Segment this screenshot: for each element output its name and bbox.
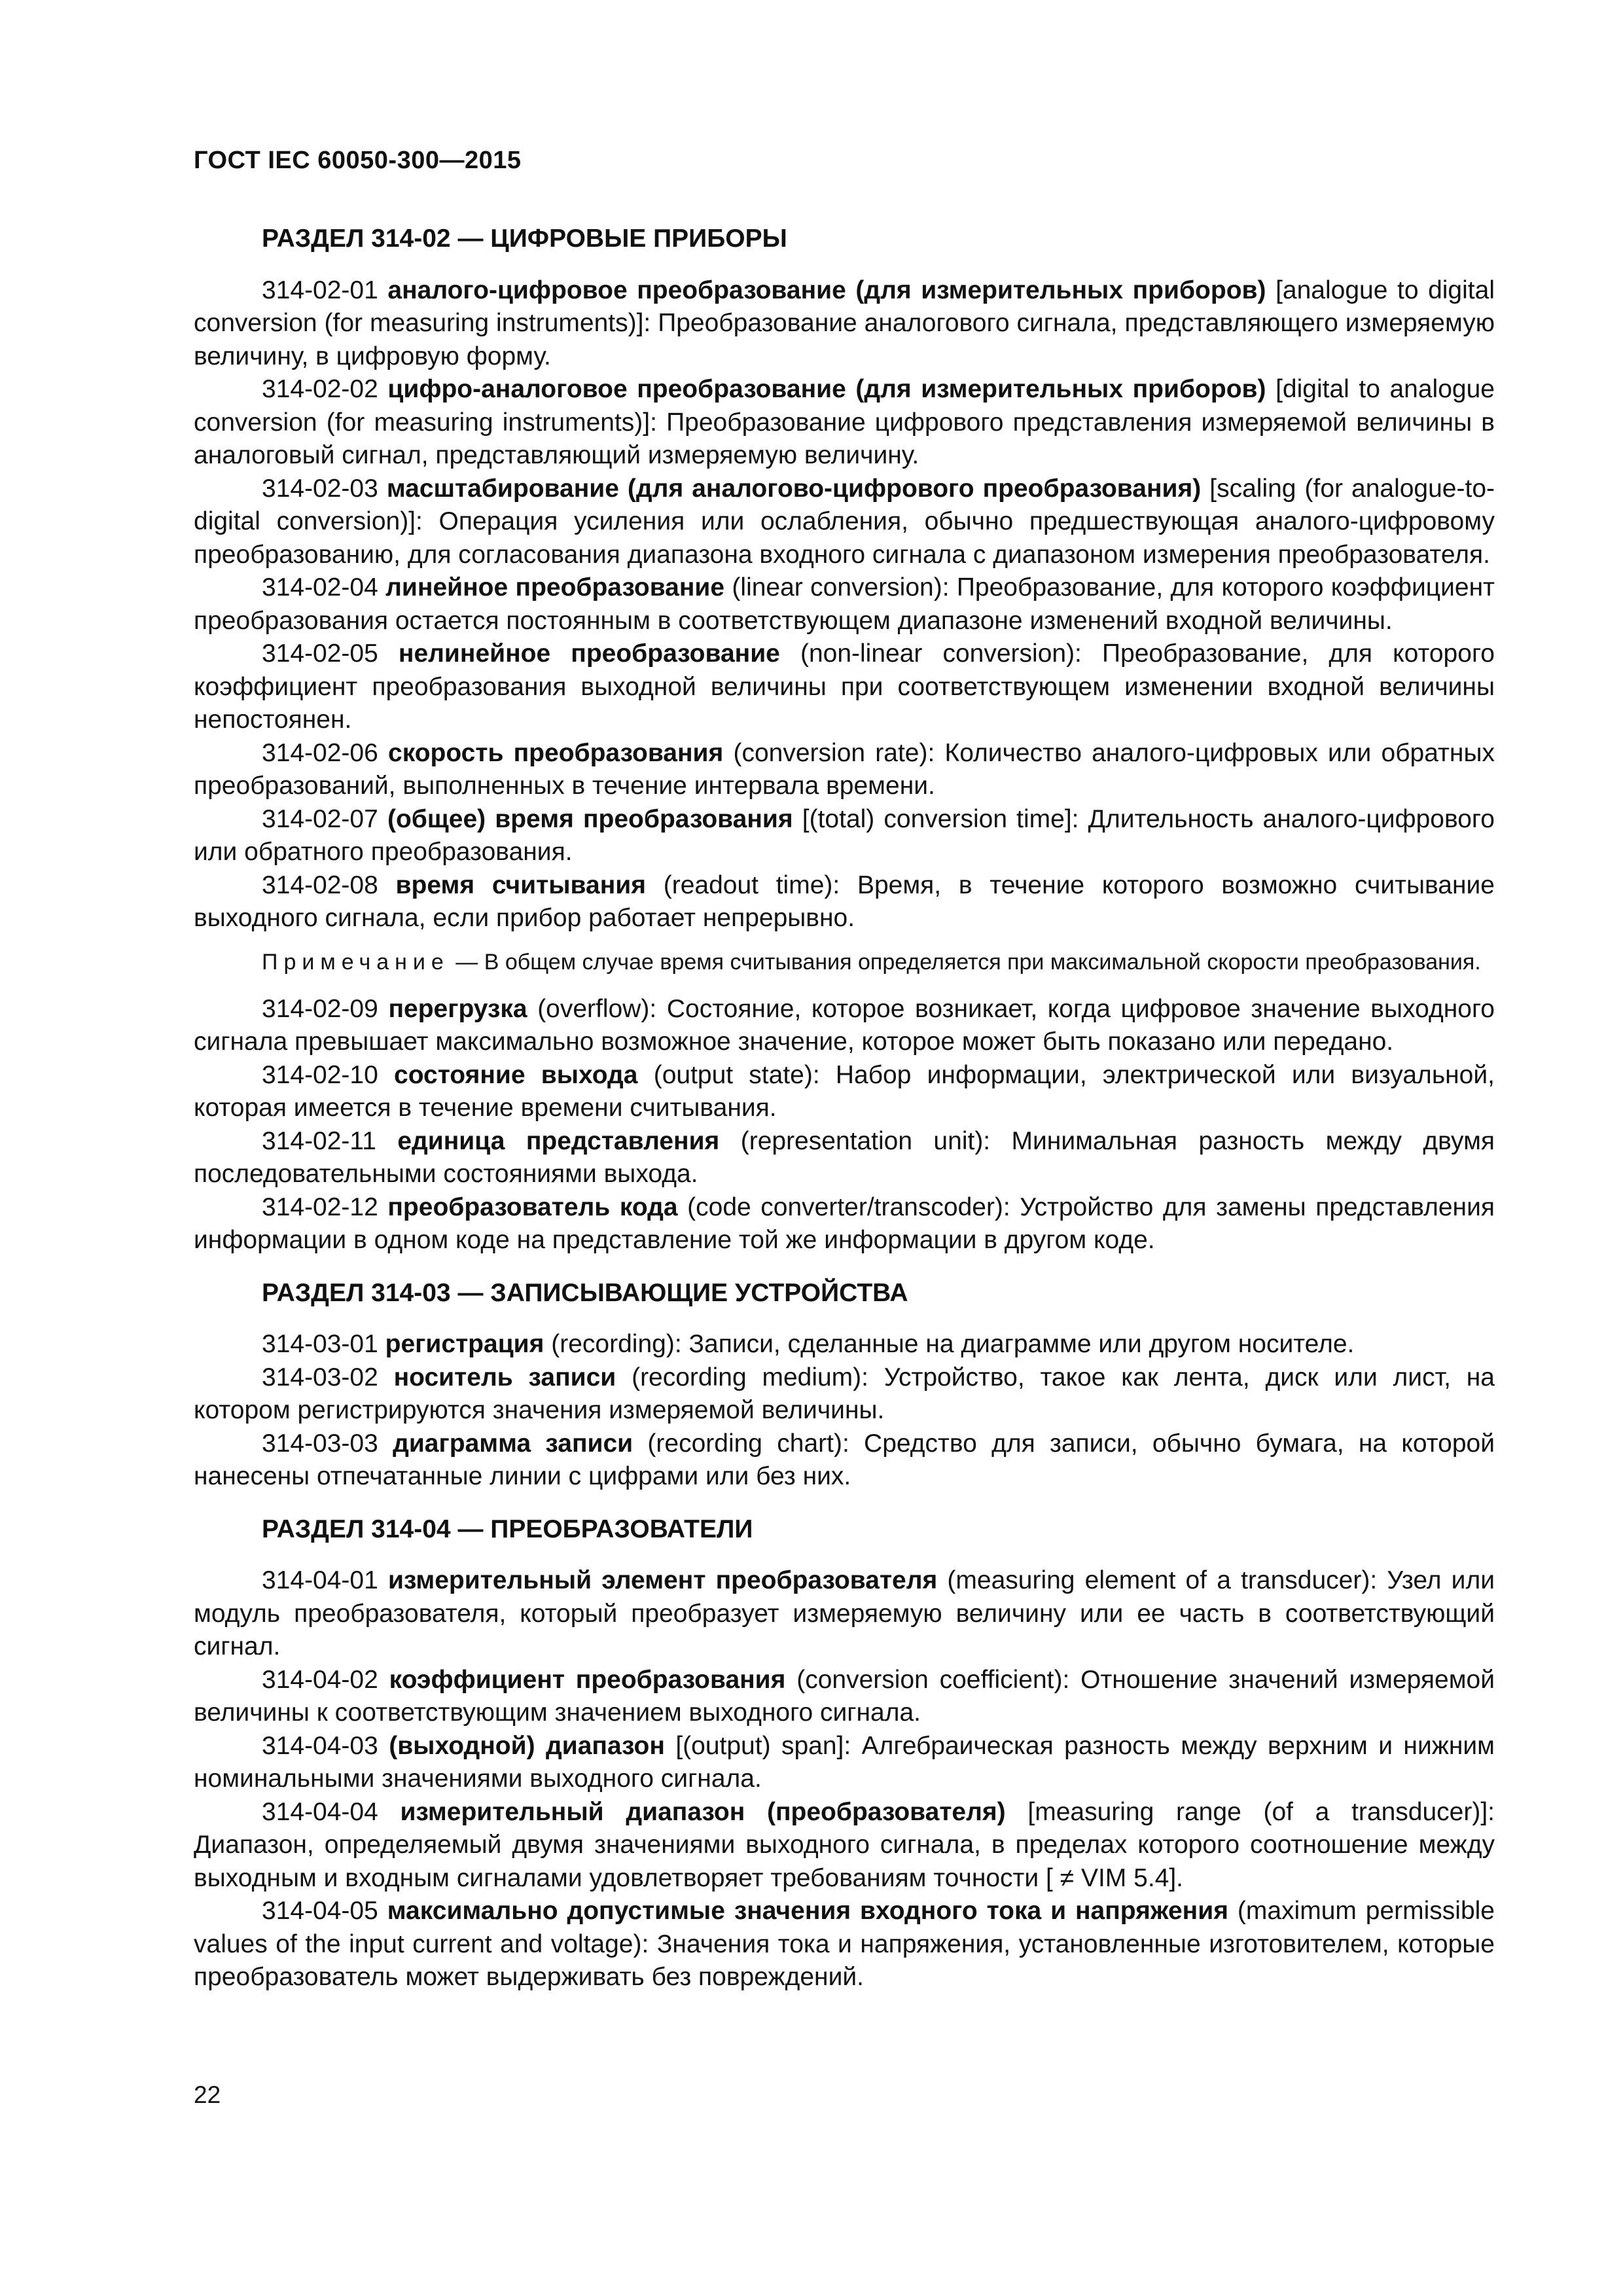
term-code: 314-02-05 [262, 639, 378, 668]
term-code: 314-02-08 [262, 870, 378, 899]
term-name: преобразователь кода [387, 1193, 678, 1221]
term-name: коэффициент преобразования [389, 1665, 786, 1694]
term-entry [194, 1796, 1495, 1895]
term-entry [194, 1895, 1495, 1994]
term-code: 314-02-03 [262, 474, 378, 503]
term-entry [194, 803, 1495, 869]
term-entry [194, 737, 1495, 803]
term-entry [194, 571, 1495, 637]
note-label: Примечание [262, 949, 450, 975]
term-name: регистрация [385, 1330, 544, 1358]
term-name: цифро-аналоговое преобразование (для измерительных приборов) [387, 375, 1266, 403]
section-title: РАЗДЕЛ 314-03 — ЗАПИСЫВАЮЩИЕ УСТРОЙСТВА [262, 1278, 908, 1307]
term-definition: (maximum permissible values of the input current and voltage): Значения тока и напряжения, установленные изготовителем, которые преобразователь может выдерживать без повреждений. [194, 1897, 1495, 1991]
term-code: 314-03-01 [262, 1330, 378, 1358]
term-code: 314-02-12 [262, 1193, 378, 1221]
section-title: РАЗДЕЛ 314-02 — ЦИФРОВЫЕ ПРИБОРЫ [262, 224, 787, 253]
term-definition: (conversion coefficient): Отношение значений измеряемой величины к соответствующим значением выходного сигнала. [194, 1665, 1495, 1727]
term-definition: [measuring range (of a transducer)]: Диапазон, определяемый двумя значениями выходного сигнала, в пределах которого соотношение между выходным и входным сигналами удовлетворяет требованиям точности [ ≠ VIM 5.4]. [194, 1797, 1495, 1892]
term-definition: [analogue to digital conversion (for measuring instruments)]: Преобразование аналогового сигнала, представляющего измеряемую величину, в цифровую форму. [194, 276, 1495, 370]
term-name: измерительный элемент преобразователя [387, 1566, 938, 1594]
term-definition: (recording medium): Устройство, такое как лента, диск или лист, на котором регистрируются значения измеряемой величины. [194, 1363, 1495, 1424]
term-definition: [(output) span]: Алгебраическая разность между верхним и нижним номинальными значениями выходного сигнала. [194, 1731, 1495, 1793]
term-code: 314-02-01 [262, 276, 378, 304]
term-name: линейное преобразование [385, 573, 725, 601]
term-entry [194, 1361, 1495, 1427]
term-entry [194, 1427, 1495, 1494]
term-name: (общее) время преобразования [387, 804, 793, 833]
term-code: 314-04-01 [262, 1566, 378, 1594]
term-entry [194, 1191, 1495, 1257]
term-entry [194, 1328, 1495, 1361]
term-entry [194, 473, 1495, 572]
term-entry [194, 1730, 1495, 1796]
term-definition: [digital to analogue conversion (for measuring instruments)]: Преобразование цифрового представления измеряемой величины в аналоговый сигнал, представляющий измеряемую величину. [194, 375, 1495, 469]
note [194, 947, 1495, 977]
term-definition: (overflow): Состояние, которое возникает, когда цифровое значение выходного сигнала превышает максимально возможное значение, которое может быть показано или передано. [194, 994, 1495, 1056]
term-code: 314-04-05 [262, 1897, 378, 1925]
term-definition: (code converter/transcoder): Устройство для замены представления информации в одном коде на представление той же информации в другом коде. [194, 1193, 1495, 1254]
page-number: 22 [194, 2081, 221, 2108]
standard-designation: ГОСТ IEC 60050-300—2015 [194, 147, 522, 174]
term-name: нелинейное преобразование [398, 639, 780, 668]
term-name: время считывания [395, 870, 646, 899]
term-name: масштабирование (для аналогово-цифрового преобразования) [386, 474, 1202, 503]
term-entry [194, 373, 1495, 473]
term-code: 314-04-03 [262, 1731, 378, 1760]
term-entry [194, 1564, 1495, 1664]
term-code: 314-02-04 [262, 573, 378, 601]
term-code: 314-03-03 [262, 1429, 378, 1458]
term-definition: (non-linear conversion): Преобразование, для которого коэффициент преобразования выходной величины при соответствующем изменении входной величины непостоянен. [194, 639, 1495, 734]
term-name: перегрузка [388, 994, 527, 1023]
term-name: единица представления [397, 1126, 720, 1155]
note-text: — В общем случае время считывания определяется при максимальной скорости преобразования. [455, 949, 1481, 975]
term-definition: (recording): Записи, сделанные на диаграмме или другом носителе. [551, 1330, 1355, 1358]
term-definition: (readout time): Время, в течение которого возможно считывание выходного сигнала, если прибор работает непрерывно. [194, 870, 1495, 932]
term-name: аналого-цифровое преобразование (для измерительных приборов) [387, 276, 1266, 304]
term-definition: (output state): Набор информации, электрической или визуальной, которая имеется в течение времени считывания. [194, 1060, 1495, 1122]
term-code: 314-04-04 [262, 1797, 378, 1826]
term-name: состояние выхода [394, 1060, 638, 1089]
term-code: 314-02-10 [262, 1060, 378, 1089]
document-body [194, 223, 1495, 1994]
term-entry [194, 869, 1495, 935]
term-definition: (measuring element of a transducer): Узел или модуль преобразователя, который преобразует измеряемую величину или ее часть в соответствующий сигнал. [194, 1566, 1495, 1660]
term-entry [194, 637, 1495, 737]
term-code: 314-03-02 [262, 1363, 378, 1391]
term-code: 314-04-02 [262, 1665, 378, 1694]
term-definition: (representation unit): Минимальная разность между двумя последовательными состояниями выхода. [194, 1126, 1495, 1188]
term-name: максимально допустимые значения входного тока и напряжения [387, 1897, 1228, 1925]
term-definition: [(total) conversion time]: Длительность аналого-цифрового или обратного преобразования. [194, 804, 1495, 866]
term-name: скорость преобразования [388, 738, 724, 767]
term-name: измерительный диапазон (преобразователя) [400, 1797, 1006, 1826]
term-definition: (conversion rate): Количество аналого-цифровых или обратных преобразований, выполненных в течение интервала времени. [194, 738, 1495, 800]
term-code: 314-02-06 [262, 738, 378, 767]
term-entry [194, 993, 1495, 1059]
term-definition: [scaling (for analogue-to-digital conversion)]: Операция усиления или ослабления, обычно предшествующая аналого-цифровому преобразованию, для согласования диапазона входного сигнала с диапазоном измерения преобразователя. [194, 474, 1495, 569]
term-name: диаграмма записи [393, 1429, 633, 1458]
term-code: 314-02-02 [262, 375, 378, 403]
term-code: 314-02-09 [262, 994, 378, 1023]
term-definition: (linear conversion): Преобразование, для которого коэффициент преобразования остается постоянным в соответствующем диапазоне изменений входной величины. [194, 573, 1495, 635]
term-name: (выходной) диапазон [389, 1731, 665, 1760]
term-entry [194, 1125, 1495, 1191]
term-name: носитель записи [393, 1363, 616, 1391]
term-definition: (recording chart): Средство для записи, обычно бумага, на которой нанесены отпечатанные линии с цифрами или без них. [194, 1429, 1495, 1490]
section-title: РАЗДЕЛ 314-04 — ПРЕОБРАЗОВАТЕЛИ [262, 1515, 753, 1543]
term-code: 314-02-11 [262, 1126, 376, 1155]
term-entry [194, 1059, 1495, 1125]
term-entry [194, 1664, 1495, 1730]
term-code: 314-02-07 [262, 804, 378, 833]
term-entry [194, 274, 1495, 374]
